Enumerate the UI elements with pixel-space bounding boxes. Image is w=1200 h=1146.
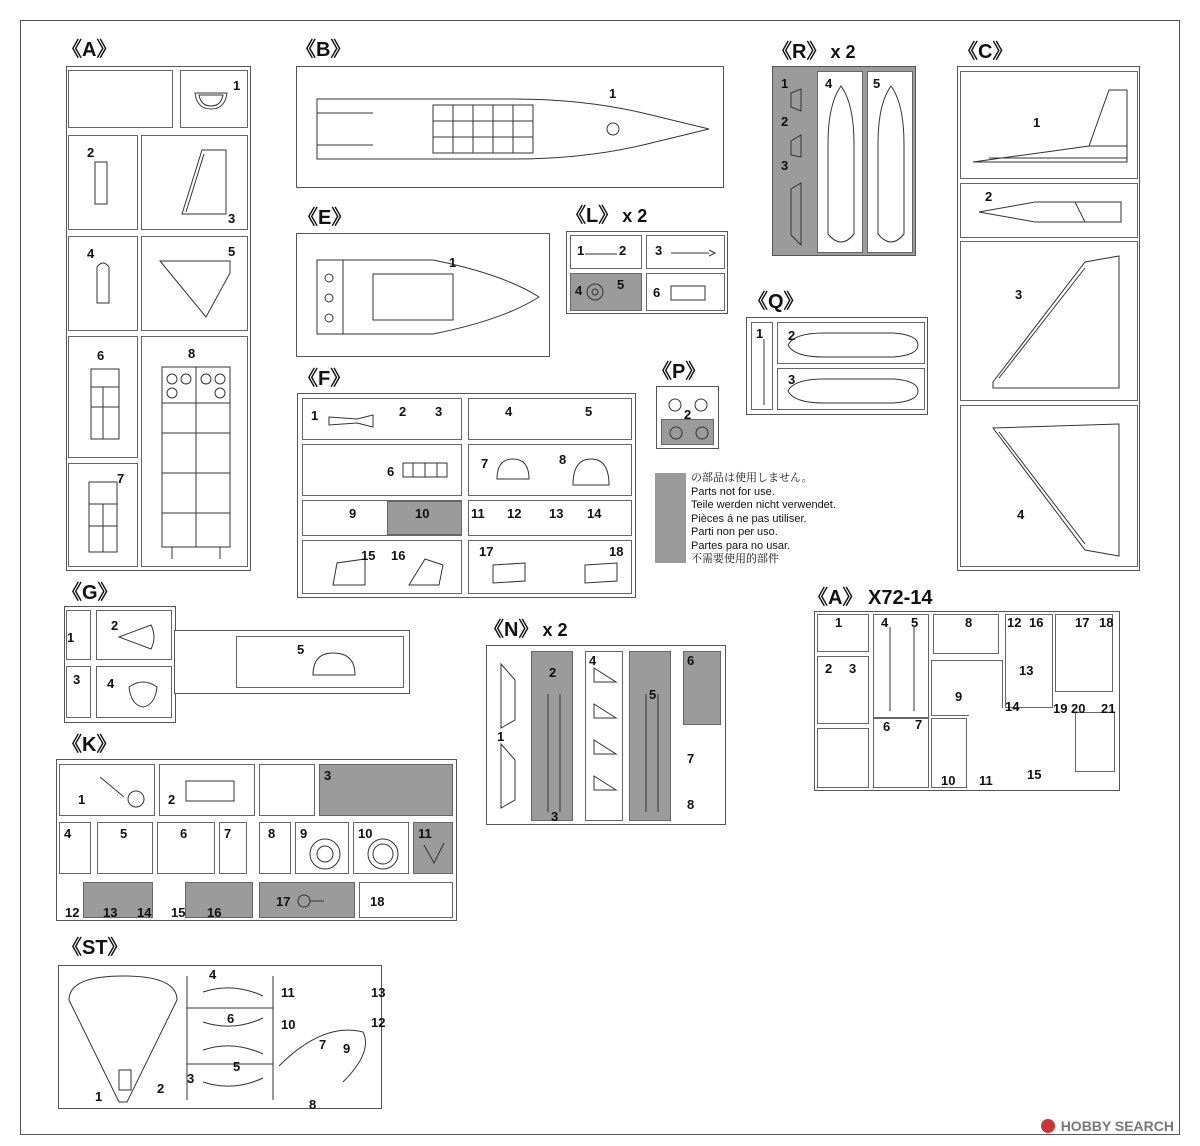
part-k2-bay-icon (184, 777, 238, 807)
sprue-k-cell-4 (59, 822, 91, 874)
part-number: 13 (1019, 663, 1034, 678)
part-c3-wing-icon (989, 252, 1137, 394)
sprue-c-cell-1 (960, 71, 1138, 179)
part-a4-panel-icon (95, 259, 111, 305)
part-a7-intake-icon (87, 480, 121, 556)
sprue-l-frame (566, 231, 728, 314)
part-number: 1 (497, 729, 505, 744)
part-number: 2 (168, 792, 176, 807)
part-number: 7 (224, 826, 232, 841)
part-number: 11 (979, 773, 993, 788)
part-g4-dome-icon (127, 677, 159, 709)
legend-line: の部品は使用しません。 (691, 472, 813, 484)
sprue-q-frame (746, 317, 928, 415)
part-number: 2 (985, 189, 993, 204)
part-number: 2 (684, 407, 692, 422)
sprue-ax-cell-1 (817, 614, 869, 652)
part-b1-upper-fuselage-icon (313, 86, 713, 169)
sprue-q-cell-2 (777, 322, 925, 364)
part-number: 1 (835, 615, 843, 630)
part-l6-bracket-icon (669, 282, 709, 304)
part-number: 12 (371, 1015, 386, 1030)
legend-line: 不需要使用的部件 (691, 553, 779, 565)
part-f17-f18-doors-icon (489, 555, 621, 589)
part-k11-strut-icon (422, 839, 446, 869)
part-number: 6 (227, 1011, 235, 1026)
part-number: 6 (883, 719, 891, 734)
sprue-a-empty-cell (68, 70, 173, 128)
sprue-a-cell-3 (141, 135, 248, 230)
sprue-a-cell-5 (141, 236, 248, 331)
sprue-ax-cell-21 (1075, 712, 1115, 772)
part-f8-seat-icon (569, 455, 613, 489)
part-number: 19 (1053, 701, 1068, 716)
part-a5-fin-icon (156, 253, 236, 323)
sprue-l-letter: 《L》 (566, 205, 619, 227)
part-number: 2 (157, 1081, 165, 1096)
sprue-g-label: 《G》 (62, 582, 118, 604)
part-number: 5 (585, 404, 593, 419)
legend-line: Partes para no usar. (691, 539, 791, 552)
part-q3-fuel-tank-icon (784, 377, 922, 405)
part-number: 7 (687, 751, 695, 766)
sprue-q-cell-3 (777, 368, 925, 410)
sprue-n-cell-2-5 (629, 651, 671, 821)
part-number: 13 (371, 985, 386, 1000)
sprue-f-label: 《F》 (298, 368, 351, 390)
sprue-k-cell-10 (353, 822, 409, 874)
part-number: 3 (1015, 287, 1023, 302)
part-g5-canopy-frame-icon (309, 647, 359, 681)
part-number: 8 (559, 452, 567, 467)
part-number: 13 (103, 905, 118, 920)
part-number: 3 (435, 404, 443, 419)
part-number: 8 (965, 615, 973, 630)
sprue-k-cell-8 (259, 822, 291, 874)
part-number: 12 (507, 506, 522, 521)
part-number: 1 (609, 86, 617, 101)
part-number: 10 (941, 773, 956, 788)
part-number: 8 (188, 346, 196, 361)
sprue-ax-code: X72-14 (868, 587, 933, 609)
sprue-r-multiplier: x 2 (830, 42, 856, 62)
part-n4-fins-icon (592, 666, 618, 816)
part-f6-panel-icon (401, 461, 449, 479)
part-number: 1 (311, 408, 319, 423)
part-number: 11 (281, 985, 295, 1000)
part-number: 15 (1027, 767, 1042, 782)
part-number: 4 (825, 76, 833, 91)
part-c2-nose-half-icon (975, 189, 1125, 232)
sprue-g-cell-1 (66, 610, 91, 660)
sprue-a-cell-1 (180, 70, 248, 128)
sprue-f-frame (297, 393, 636, 598)
part-number: 4 (881, 615, 889, 630)
not-used-swatch (655, 473, 686, 563)
sprue-k-cell-11 (413, 822, 453, 874)
part-number: 9 (349, 506, 357, 521)
part-number: 2 (87, 145, 95, 160)
part-a2-panel-icon (93, 160, 109, 206)
part-number: 16 (207, 905, 222, 920)
sprue-k-cell-7 (219, 822, 247, 874)
part-number: 6 (180, 826, 188, 841)
part-number: 11 (471, 506, 485, 521)
part-ax4-ax5-missiles-icon (880, 625, 924, 715)
sprue-l-cell-4-5 (570, 273, 642, 311)
part-number: 17 (1075, 615, 1090, 630)
part-f7-seat-icon (493, 455, 533, 483)
part-r5-pylon-icon (876, 84, 906, 250)
part-number: 5 (617, 277, 625, 292)
part-number: 4 (1017, 507, 1025, 522)
part-number: 4 (505, 404, 513, 419)
part-q2-fuel-tank-icon (784, 328, 922, 359)
watermark-text: HOBBY SEARCH (1060, 1118, 1174, 1134)
sprue-k-empty-cell (259, 764, 315, 816)
legend-line: Parts not for use. (691, 485, 775, 498)
sprue-ax-label (808, 588, 933, 608)
part-a8-wheel-bay-icon (158, 363, 234, 561)
part-number: 1 (67, 630, 75, 645)
sprue-c-cell-3 (960, 241, 1138, 401)
sprue-r-cell-4 (817, 71, 863, 253)
hobby-search-watermark (1041, 1118, 1174, 1134)
sprue-k-cell-18 (359, 882, 453, 918)
sprue-ax-frame (814, 611, 1120, 791)
sprue-c-cell-2 (960, 183, 1138, 238)
part-number: 5 (873, 76, 881, 91)
part-number: 3 (551, 809, 559, 824)
part-number: 3 (781, 158, 789, 173)
part-number: 4 (209, 967, 217, 982)
sprue-f-cell-7-8 (468, 444, 632, 496)
part-number: 3 (187, 1071, 195, 1086)
part-number: 6 (653, 285, 661, 300)
part-p2-ring-icon (668, 424, 710, 442)
part-number: 5 (120, 826, 128, 841)
part-number: 4 (64, 826, 72, 841)
part-number: 10 (415, 506, 430, 521)
part-number: 18 (609, 544, 624, 559)
sprue-n-multiplier: x 2 (542, 620, 568, 640)
part-number: 14 (1005, 699, 1020, 714)
part-k9-engine-face-icon (308, 837, 342, 871)
sprue-a-cell-8 (141, 336, 248, 567)
legend-line: Pièces á ne pas utiliser. (691, 512, 807, 525)
part-number: 6 (387, 464, 395, 479)
part-number: 9 (955, 689, 963, 704)
sprue-k-cell-9 (295, 822, 349, 874)
sprue-f-cell-1-3 (302, 398, 462, 440)
part-number: 8 (268, 826, 276, 841)
part-number: 1 (78, 792, 86, 807)
part-e1-lower-fuselage-icon (313, 254, 543, 340)
part-number: 9 (300, 826, 308, 841)
sprue-l-multiplier: x 2 (622, 206, 648, 226)
part-number: 10 (281, 1017, 296, 1032)
sprue-c-cell-4 (960, 405, 1138, 567)
sprue-p-cell-2 (661, 419, 714, 445)
part-number: 14 (137, 905, 152, 920)
sprue-n-frame (486, 645, 726, 825)
sprue-n-label (484, 620, 567, 640)
part-number: 18 (370, 894, 385, 909)
part-q1-rod-icon (760, 337, 768, 407)
part-number: 2 (399, 404, 407, 419)
part-number: 1 (577, 243, 585, 258)
part-number: 5 (911, 615, 919, 630)
part-number: 13 (549, 506, 564, 521)
part-number: 1 (1033, 115, 1041, 130)
part-number: 2 (549, 665, 557, 680)
sprue-k-cell-6 (157, 822, 215, 874)
sprue-q-label: 《Q》 (748, 291, 804, 313)
part-number: 4 (575, 283, 583, 298)
part-number: 15 (171, 905, 186, 920)
part-r4-pylon-icon (826, 84, 856, 250)
part-l1-rod-icon (583, 248, 619, 260)
part-number: 6 (687, 653, 695, 668)
sprue-r-frame (772, 66, 916, 256)
sprue-q-cell-1 (751, 322, 773, 410)
part-number: 2 (619, 243, 627, 258)
sprue-k-frame (56, 759, 457, 921)
part-number: 21 (1101, 701, 1116, 716)
part-c1-fuselage-half-icon (969, 86, 1133, 168)
sprue-f-cell-17-18 (468, 540, 632, 594)
sprue-p-label: 《P》 (652, 361, 706, 383)
part-number: 5 (649, 687, 657, 702)
part-number: 12 (1007, 615, 1022, 630)
part-number: 11 (418, 826, 432, 841)
part-number: 2 (781, 114, 789, 129)
sprue-k-cell-3 (319, 764, 453, 816)
sprue-l-cell-6 (646, 273, 725, 311)
part-number: 20 (1071, 701, 1086, 716)
part-number: 8 (687, 797, 695, 812)
part-number: 3 (324, 768, 332, 783)
sprue-b-label: 《B》 (296, 39, 351, 61)
part-number: 5 (297, 642, 305, 657)
part-a3-fin-icon (162, 146, 232, 218)
part-n3-missile-icon (540, 692, 568, 816)
sprue-p-frame (656, 386, 719, 449)
sprue-a-cell-4 (68, 236, 138, 331)
sprue-c-label: 《C》 (958, 41, 1013, 63)
sprue-g-cell-4 (96, 666, 172, 718)
sprue-a-cell-7 (68, 463, 138, 567)
part-number: 2 (825, 661, 833, 676)
part-number: 14 (587, 506, 602, 521)
sprue-b-frame (296, 66, 724, 188)
part-number: 7 (915, 717, 923, 732)
part-number: 7 (481, 456, 489, 471)
part-number: 1 (449, 255, 457, 270)
part-a6-intake-icon (89, 367, 123, 443)
sprue-st-label: 《ST》 (62, 937, 128, 959)
part-number: 7 (117, 471, 125, 486)
sprue-ax-cell-2-3b (817, 728, 869, 788)
part-number: 17 (479, 544, 494, 559)
not-used-legend (691, 472, 836, 567)
sprue-l-label (566, 206, 647, 226)
legend-line: Teile werden nicht verwendet. (691, 499, 836, 511)
part-number: 1 (781, 76, 789, 91)
part-number: 3 (228, 211, 236, 226)
part-number: 3 (788, 372, 796, 387)
part-a1-canopy-icon (193, 89, 229, 111)
part-number: 15 (361, 548, 376, 563)
part-number: 2 (111, 618, 119, 633)
sprue-st-frame (58, 965, 386, 1112)
part-l4-wheel-icon (585, 282, 605, 302)
sprue-a-label: 《A》 (62, 39, 117, 61)
part-number: 2 (788, 328, 796, 343)
sprue-l-cell-3 (646, 235, 725, 269)
part-k17-fitting-icon (296, 891, 326, 911)
part-number: 10 (358, 826, 373, 841)
sprue-n-cell-4 (585, 651, 623, 821)
sprue-r-cell-5 (867, 71, 913, 253)
part-number: 5 (233, 1059, 241, 1074)
sprue-r-letter: 《R》 (772, 41, 827, 63)
sprue-n-letter: 《N》 (484, 619, 539, 641)
part-number: 3 (73, 672, 81, 687)
part-number: 1 (233, 78, 241, 93)
part-k1-landing-gear-icon (96, 773, 148, 811)
sprue-f-cell-15-16 (302, 540, 462, 594)
part-g2-canopy-icon (117, 621, 157, 651)
part-f1-exhaust-icon (327, 413, 375, 429)
sprue-f-cell-6 (302, 444, 462, 496)
part-f15-f16-flaps-icon (329, 555, 449, 589)
sprue-g-cell-3 (66, 666, 91, 718)
part-r1-r3-small-parts-icon (787, 85, 807, 251)
part-number: 4 (107, 676, 115, 691)
part-number: 3 (655, 243, 663, 258)
part-number: 5 (228, 244, 236, 259)
part-number: 1 (756, 326, 764, 341)
part-number: 6 (97, 348, 105, 363)
part-number: 16 (1029, 615, 1044, 630)
hobby-search-logo-icon (1041, 1119, 1055, 1133)
part-number: 18 (1099, 615, 1114, 630)
sprue-k-cell-17 (259, 882, 355, 918)
sprue-k-cell-5 (97, 822, 153, 874)
part-c4-wing-icon (989, 420, 1137, 560)
sprue-a-cell-6 (68, 336, 138, 458)
part-k10-nozzle-ring-icon (366, 837, 400, 871)
legend-line: Parti non per uso. (691, 526, 778, 538)
part-number: 8 (309, 1097, 317, 1112)
part-number: 4 (589, 653, 597, 668)
sprue-e-frame (296, 233, 550, 357)
part-number: 9 (343, 1041, 351, 1056)
part-st1-wheel-well-cover-icon (63, 970, 183, 1106)
part-number: 1 (95, 1089, 103, 1104)
part-l3-missile-icon (669, 246, 717, 260)
sprue-c-frame (957, 66, 1140, 571)
sprue-f-cell-11-14 (468, 500, 632, 536)
part-n5-missile-icon (638, 692, 666, 816)
part-number: 7 (319, 1037, 327, 1052)
part-number: 16 (391, 548, 406, 563)
sprue-r-label (772, 42, 855, 62)
sprue-g-cell-2 (96, 610, 172, 660)
sprue-f-cell-9-10 (302, 500, 462, 536)
sprue-g-cell-5 (236, 636, 404, 688)
sprue-l-cell-1-2 (570, 235, 642, 269)
part-number: 3 (849, 661, 857, 676)
sprue-k-label: 《K》 (62, 734, 117, 756)
sprue-ax-letter: 《A》 (808, 587, 863, 609)
sprue-a-cell-2 (68, 135, 138, 230)
sprue-f-cell-4-5 (468, 398, 632, 440)
sprue-k-cell-2 (159, 764, 255, 816)
part-number: 17 (276, 894, 291, 909)
sprue-k-cell-1 (59, 764, 155, 816)
part-number: 4 (87, 246, 95, 261)
part-number: 12 (65, 905, 80, 920)
sprue-e-label: 《E》 (298, 207, 352, 229)
